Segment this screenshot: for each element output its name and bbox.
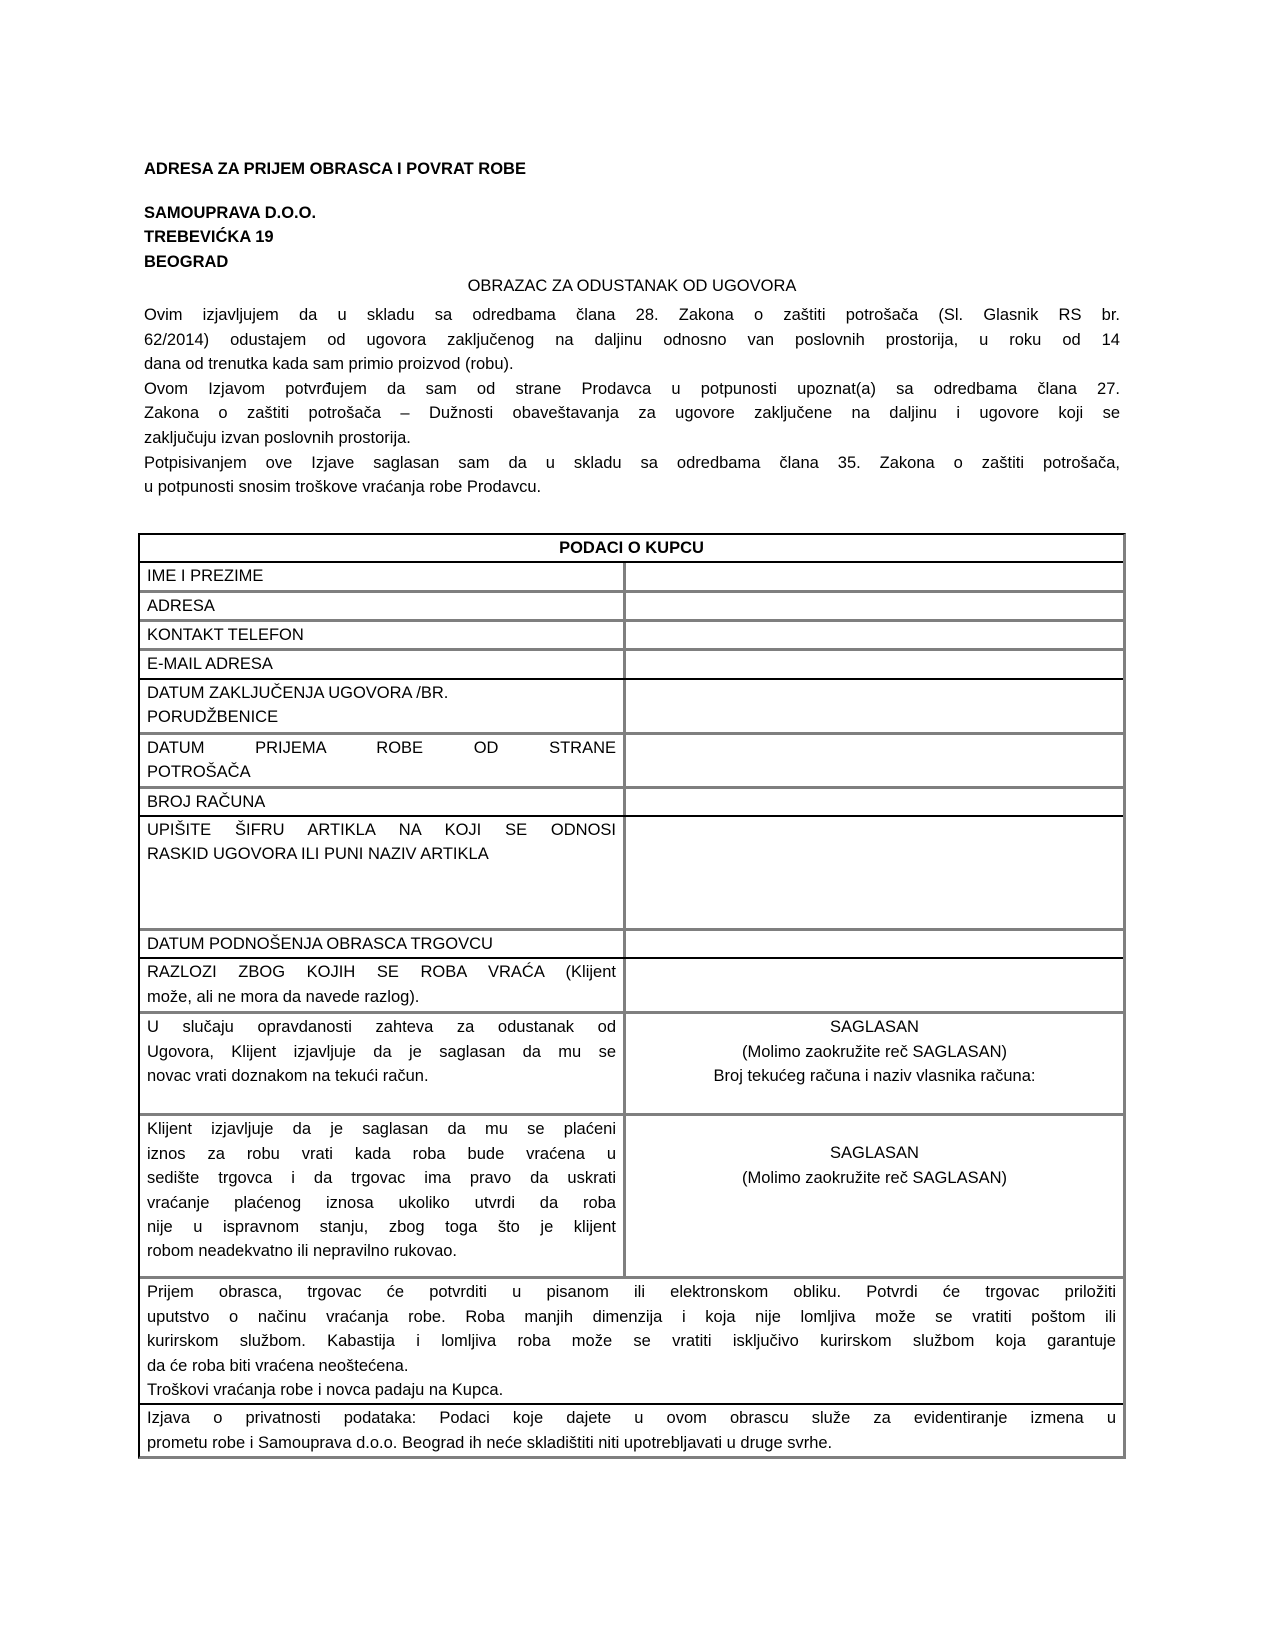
label-return-reason: RAZLOZI ZBOG KOJIH SE ROBA VRAĆA (Klijent može, ali ne mora da navede razlog). [140,959,626,1011]
company-street: TREBEVIĆKA 19 [144,228,274,247]
intro-p3-line1: Potpisivanjem ove Izjave saglasan sam da u skladu sa odredbama člana 35. Zakona o zaštiti potrošača, [144,453,1120,472]
value-article-code-cell[interactable] [626,817,1123,928]
customer-data-table [138,533,1126,1460]
label-email: E-MAIL ADRESA [140,651,626,677]
saglasan-word[interactable]: SAGLASAN [830,1018,919,1037]
table-row [140,593,1123,622]
refund-agreement-row [140,1014,1123,1116]
privacy-note-row [140,1405,1123,1456]
company-address-block [144,201,1120,275]
intro-p3-line2: u potpunosti snosim troškove vraćanja robe Prodavcu. [144,478,542,497]
return-address-heading: ADRESA ZA PRIJEM OBRASCA I POVRAT ROBE [144,160,526,178]
table-row [140,651,1123,679]
withhold-agreement-answer-cell [626,1116,1123,1276]
account-number-label[interactable]: Broj tekućeg računa i naziv vlasnika računa: [713,1067,1036,1086]
withdrawal-form-document [138,157,1126,1459]
value-contract-date-cell[interactable] [626,680,1123,732]
refund-agreement-text: U slučaju opravdanosti zahteva za odustanak od Ugovora, Klijent izjavljuje da je saglasan da mu se novac vrati doznakom na tekući račun. [140,1014,626,1113]
table-row [140,817,1123,931]
table-row [140,680,1123,735]
label-contract-date: DATUM ZAKLJUČENJA UGOVORA /BR. PORUDŽBENICE [140,680,626,732]
table-row [140,789,1123,817]
label-article-code: UPIŠITE ŠIFRU ARTIKLA NA KOJI SE ODNOSI RASKID UGOVORA ILI PUNI NAZIV ARTIKLA [140,817,626,928]
withhold-agreement-row [140,1116,1123,1279]
value-address-cell[interactable] [626,593,1123,619]
value-name-cell[interactable] [626,563,1123,589]
intro-paragraphs [144,303,1120,500]
label-receipt-date: DATUM PRIJEMA ROBE OD STRANE POTROŠAČA [140,735,626,786]
intro-p2-line2: Zakona o zaštiti potrošača – Dužnosti obaveštavanja za ugovore zaključene na daljinu i ugovore koji se [144,404,1120,423]
table-row [140,535,1123,563]
label-phone: KONTAKT TELEFON [140,622,626,648]
receipt-note-text: Prijem obrasca, trgovac će potvrditi u pisanom ili elektronskom obliku. Potvrdi će trgovac priložiti uputstvo o načinu vraćanja robe. Roba manjih dimenzija i koja nije lomljiva može se vratiti poštom ili kurirskom službom. Kabastija i lomljiva roba može se vratiti isključivo kurirskom službom koja garantuje da će roba biti vraćena neoštećena. Troškovi vraćanja robe i novca padaju na Kupca. [147,1283,1116,1399]
form-title: OBRAZAC ZA ODUSTANAK OD UGOVORA [467,277,797,296]
table-row [140,622,1123,651]
table-row [140,735,1123,789]
table-row [140,959,1123,1014]
saglasan-word[interactable]: SAGLASAN [830,1144,919,1163]
receipt-note-row [140,1279,1123,1405]
table-row [140,563,1123,592]
value-invoice-number-cell[interactable] [626,789,1123,815]
circle-instruction: (Molimo zaokružite reč SAGLASAN) [742,1168,1007,1187]
intro-p1-line2: 62/2014) odustajem od ugovora zaključenog na daljinu odnosno van poslovnih prostorija, u roku od 14 [144,330,1120,349]
value-phone-cell[interactable] [626,622,1123,648]
company-city: BEOGRAD [144,252,229,271]
label-address: ADRESA [140,593,626,619]
company-name: SAMOUPRAVA D.O.O. [144,203,317,222]
intro-p1-line1: Ovim izjavljujem da u skladu sa odredbama člana 28. Zakona o zaštiti potrošača (Sl. Glasnik RS br. [144,305,1120,324]
label-submission-date: DATUM PODNOŠENJA OBRASCA TRGOVCU [140,931,626,957]
value-email-cell[interactable] [626,651,1123,677]
table-row [140,931,1123,959]
refund-agreement-answer-cell [626,1014,1123,1113]
value-receipt-date-cell[interactable] [626,735,1123,786]
intro-p2-line3: zaključuju izvan poslovnih prostorija. [144,428,411,447]
intro-p2-line1: Ovom Izjavom potvrđujem da sam od strane Prodavca u potpunosti upoznat(a) sa odredbama člana 27. [144,379,1120,398]
privacy-note-text: Izjava o privatnosti podataka: Podaci koje dajete u ovom obrascu služe za evidentiranje izmena u prometu robe i Samouprava d.o.o. Beograd ih neće skladištiti niti upotrebljavati u druge svrhe. [147,1409,1116,1452]
circle-instruction: (Molimo zaokružite reč SAGLASAN) [742,1042,1007,1061]
withhold-agreement-text: Klijent izjavljuje da je saglasan da mu se plaćeni iznos za robu vrati kada roba bude vraćena u sedište trgovca i da trgovac ima pravo da uskrati vraćanje plaćenog iznosa ukoliko utvrdi da roba nije u ispravnom stanju, zbog toga što je klijent robom neadekvatno ili nepravilno rukovao. [140,1116,626,1276]
value-return-reason-cell[interactable] [626,959,1123,1011]
label-invoice-number: BROJ RAČUNA [140,789,626,815]
table-title: PODACI O KUPCU [559,538,704,557]
label-name: IME I PREZIME [140,563,626,589]
intro-p1-line3: dana od trenutka kada sam primio proizvod (robu). [144,355,514,374]
value-submission-date-cell[interactable] [626,931,1123,957]
